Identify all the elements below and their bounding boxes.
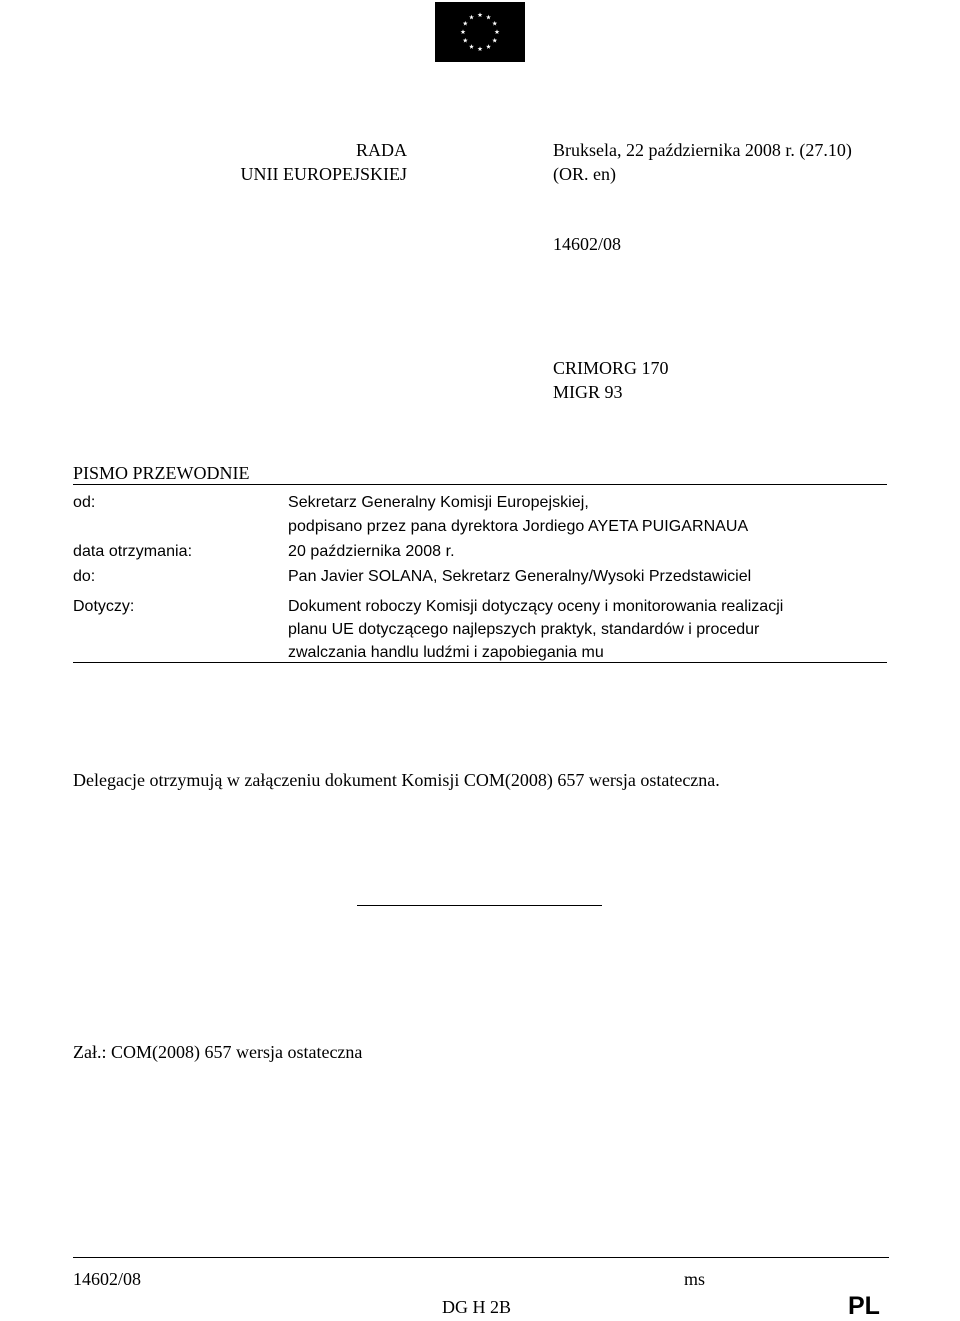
star-icon (492, 38, 497, 43)
subject-label: Dotyczy: (73, 598, 135, 615)
council-line-2: UNII EUROPEJSKIEJ (240, 164, 407, 184)
separator-line (357, 905, 602, 906)
received-label: data otrzymania: (73, 543, 193, 560)
subject-line-3: zwalczania handlu ludźmi i zapobiegania mu (288, 644, 604, 661)
footer-rule (73, 1257, 889, 1258)
subject-line-1: Dokument roboczy Komisji dotyczący oceny i monitorowania realizacji (288, 598, 784, 615)
footer-initials: ms (684, 1269, 706, 1289)
from-label: od: (73, 494, 96, 511)
from-value (288, 491, 748, 539)
footer-directorate: DG H 2B (442, 1297, 512, 1317)
place-date-line-1: Bruksela, 22 października 2008 r. (27.10) (553, 140, 852, 160)
body-text: Delegacje otrzymują w załączeniu dokument Komisji COM(2008) 657 wersja ostateczna. (73, 770, 720, 790)
star-icon (478, 12, 483, 17)
classification-codes (553, 356, 669, 404)
eu-flag-icon (435, 2, 525, 62)
place-date-line-2: (OR. en) (553, 164, 616, 184)
to-label: do: (73, 568, 96, 585)
council-name (200, 138, 407, 186)
council-line-1: RADA (355, 140, 407, 160)
divider-top (73, 484, 887, 485)
star-icon (486, 44, 491, 49)
code-migr: MIGR 93 (553, 382, 623, 402)
star-icon (469, 44, 474, 49)
code-crimorg: CRIMORG 170 (553, 358, 669, 378)
document-number: 14602/08 (553, 234, 622, 254)
star-icon (469, 15, 474, 20)
language-code: PL (848, 1292, 880, 1320)
subject-line-2: planu UE dotyczącego najlepszych praktyk, standardów i procedur (288, 621, 760, 638)
received-value: 20 października 2008 r. (288, 543, 455, 560)
footer-doc-number: 14602/08 (73, 1269, 142, 1289)
star-icon (463, 38, 468, 43)
star-icon (486, 15, 491, 20)
from-line-1: Sekretarz Generalny Komisji Europejskiej, (288, 494, 589, 511)
from-line-2: podpisano przez pana dyrektora Jordiego AYETA PUIGARNAUA (288, 518, 749, 535)
note-title: PISMO PRZEWODNIE (73, 463, 250, 483)
star-icon (495, 29, 500, 34)
star-icon (478, 46, 483, 51)
star-icon (461, 29, 466, 34)
subject-value (288, 595, 783, 664)
place-date (553, 138, 852, 186)
enclosure-note: Zał.: COM(2008) 657 wersja ostateczna (73, 1042, 363, 1062)
star-icon (463, 21, 468, 26)
to-value: Pan Javier SOLANA, Sekretarz Generalny/Wysoki Przedstawiciel (288, 568, 752, 585)
divider-bottom (73, 662, 887, 663)
star-icon (492, 21, 497, 26)
